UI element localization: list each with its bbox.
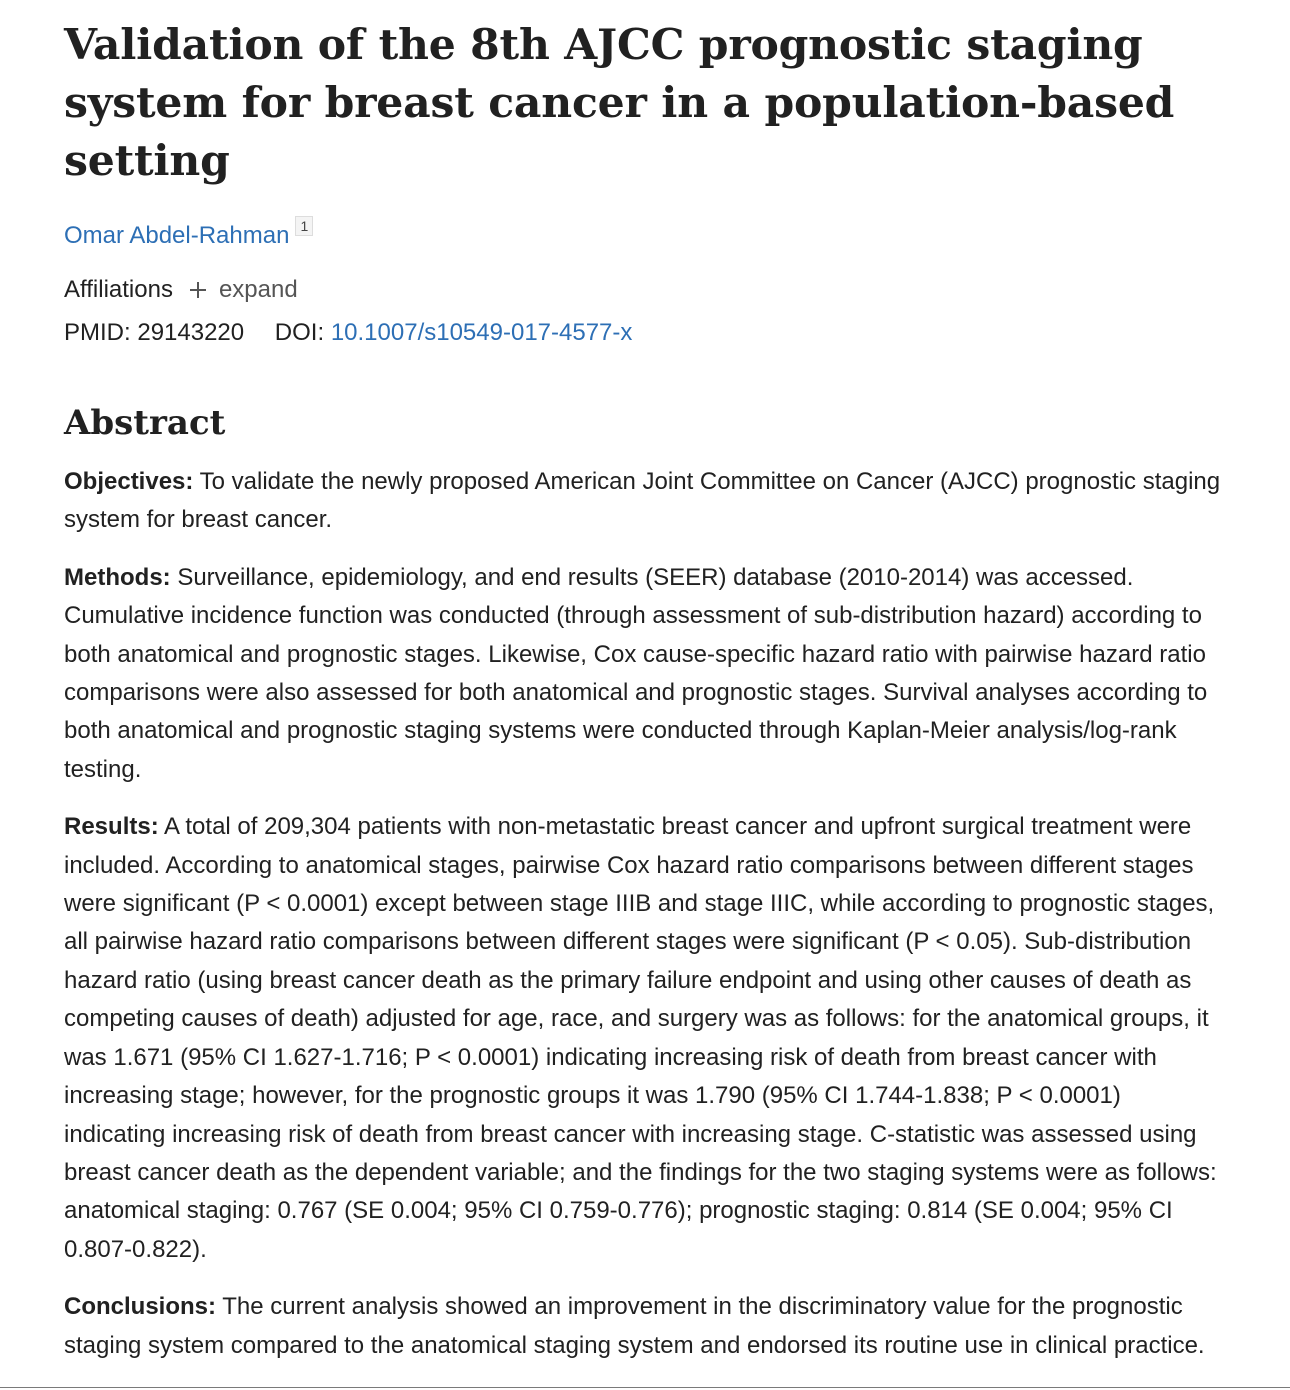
expand-label: expand [218, 276, 298, 303]
section-text: To validate the newly proposed American Joint Committee on Cancer (AJCC) prognostic staging system for breast cancer. [64, 468, 1221, 534]
doi-label: DOI: [274, 319, 325, 346]
author-affiliation-ref[interactable]: 1 [295, 216, 313, 236]
section-label: Methods: [64, 563, 171, 591]
affiliations-row [64, 274, 1224, 306]
abstract-objectives [64, 463, 1224, 540]
abstract-body [64, 463, 1224, 1365]
section-label: Results: [64, 813, 159, 841]
author-link[interactable]: Omar Abdel-Rahman [64, 222, 290, 249]
article-identifiers [64, 317, 1224, 349]
abstract-conclusions [64, 1288, 1224, 1365]
article-title: Validation of the 8th AJCC prognostic staging system for breast cancer in a population-based setting [64, 20, 1175, 186]
plus-icon [189, 281, 207, 299]
section-label: Conclusions: [64, 1293, 217, 1321]
author-list [64, 220, 1224, 252]
pmid-label: PMID: [64, 319, 131, 346]
affiliations-label: Affiliations [64, 276, 173, 303]
abstract-results [64, 808, 1224, 1269]
doi-link[interactable]: 10.1007/s10549-017-4577-x [330, 319, 633, 346]
pmid-value: 29143220 [137, 319, 245, 346]
abstract-heading: Abstract [64, 403, 226, 443]
section-label: Objectives: [64, 468, 194, 495]
window-bottom-divider [0, 1387, 1290, 1388]
abstract-methods [64, 559, 1224, 789]
section-text: Surveillance, epidemiology, and end results (SEER) database (2010-2014) was accessed. Cumulative incidence function was conducted (through assessment of sub-distribution hazard) according to both anatomical and prognostic stages. Likewise, Cox cause-specific hazard ratio with pairwise hazard ratio comparisons were also assessed for both anatomical and prognostic stages. Survival analyses according to both anatomical and prognostic staging systems were conducted through Kaplan-Meier analysis/log-rank testing. [64, 563, 1208, 783]
section-text: The current analysis showed an improvement in the discriminatory value for the prognostic staging system compared to the anatomical staging system and endorsed its routine use in clinical practice. [64, 1293, 1205, 1359]
section-text: A total of 209,304 patients with non-metastatic breast cancer and upfront surgical treatment were included. According to anatomical stages, pairwise Cox hazard ratio comparisons between different stages were significant (P < 0.0001) except between stage IIIB and stage IIIC, while according to prognostic stages, all pairwise hazard ratio comparisons between different stages were significant (P < 0.05). Sub-distribution hazard ratio (using breast cancer death as the primary failure endpoint and using other causes of death as competing causes of death) adjusted for age, race, and surgery was as follows: for the anatomical groups, it was 1.671 (95% CI 1.627-1.716; P < 0.0001) indicating increasing risk of death from breast cancer with increasing stage; however, for the prognostic groups it was 1.790 (95% CI 1.744-1.838; P < 0.0001) indicating increasing risk of death from breast cancer with increasing stage. C-statistic was assessed using breast cancer death as the dependent variable; and the findings for the two staging systems were as follows: anatomical staging: 0.767 (SE 0.004; 95% CI 0.759-0.776); prognostic staging: 0.814 (SE 0.004; 95% CI 0.807-0.822). [64, 813, 1217, 1263]
article-page [64, 0, 1224, 1365]
affiliations-expand-button[interactable] [189, 274, 298, 306]
